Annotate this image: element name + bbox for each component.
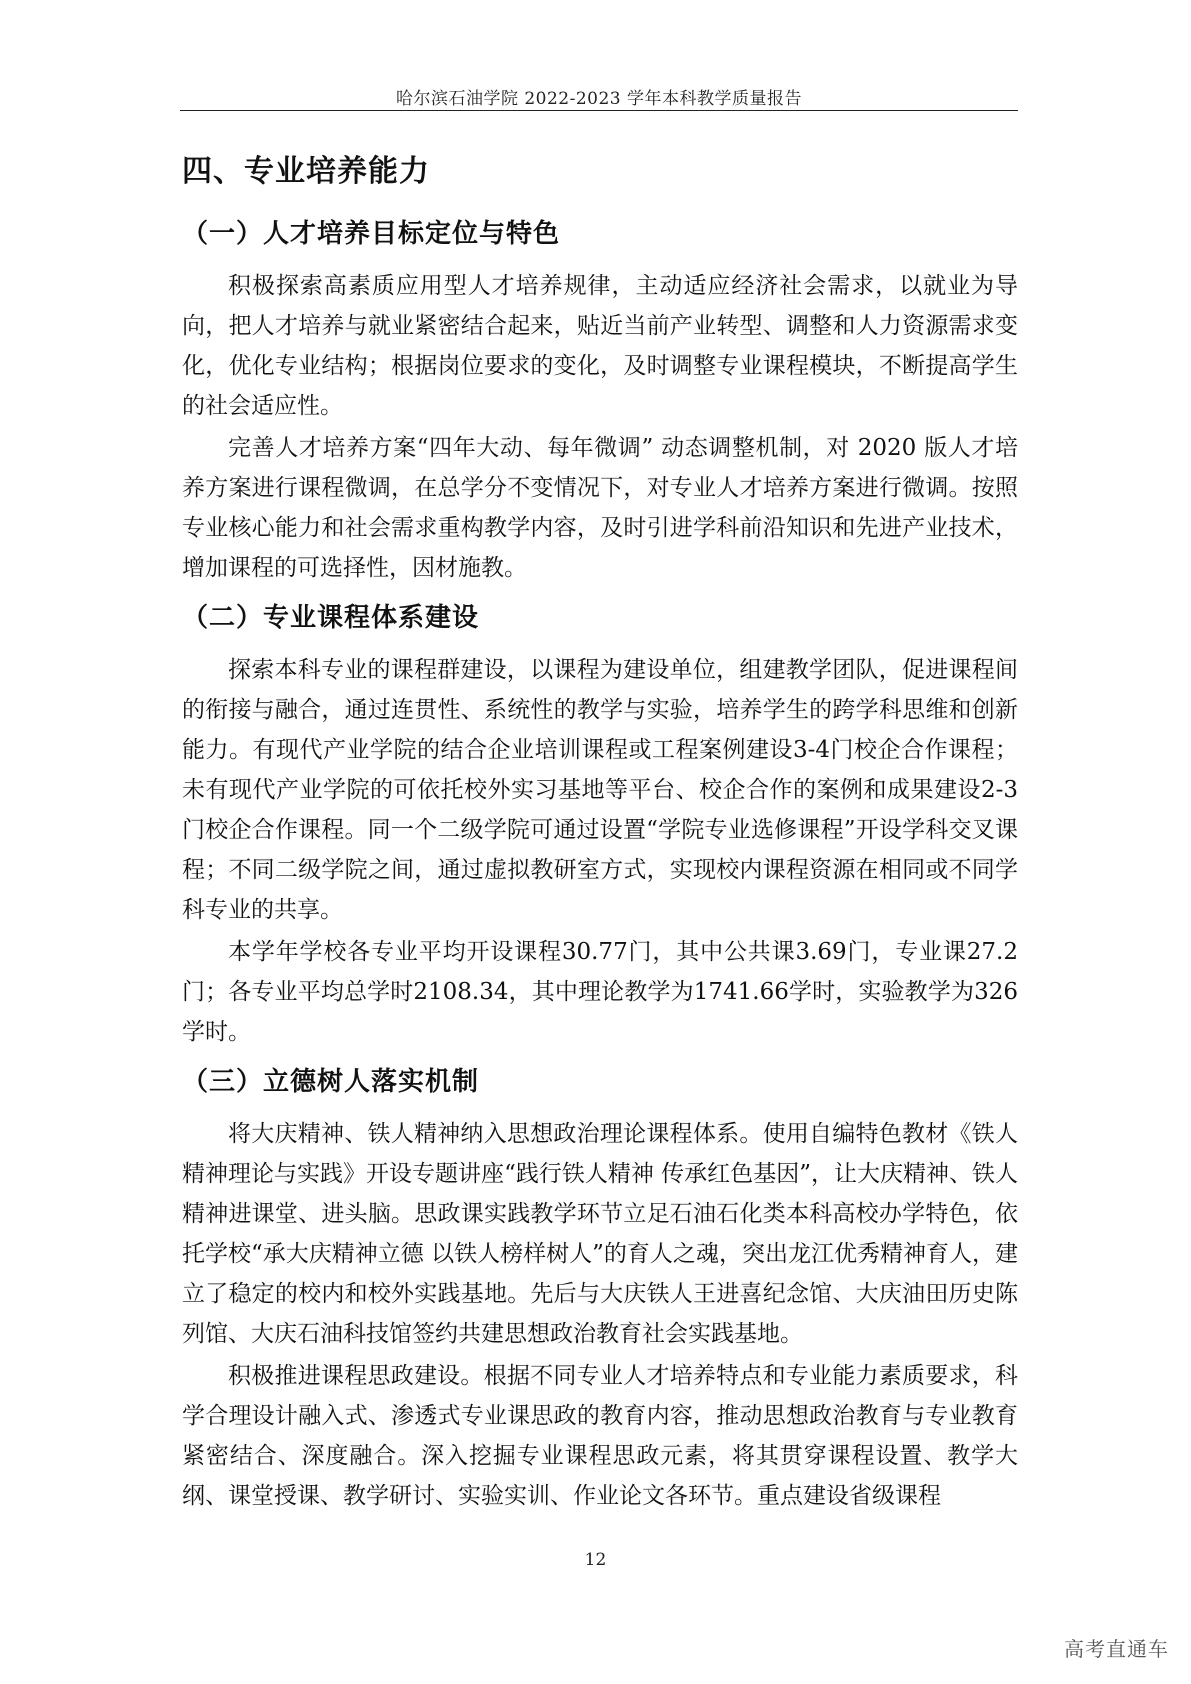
paragraph: 积极推进课程思政建设。根据不同专业人才培养特点和专业能力素质要求，科学合理设计融入式、渗透式专业课思政的教育内容，推动思想政治教育与专业教育紧密结合、深度融合。深入挖掘专业课程思政元素，将其贯穿课程设置、教学大纲、课堂授课、教学研讨、实验实训、作业论文各环节。重点建设省级课程 [182,1363,1018,1509]
running-header: 哈尔滨石油学院 2022-2023 学年本科教学质量报告 [395,89,803,109]
paragraph: 积极探索高素质应用型人才培养规律，主动适应经济社会需求，以就业为导向，把人才培养与就业紧密结合起来，贴近当前产业转型、调整和人力资源需求变化，优化专业结构；根据岗位要求的变化，及时调整专业课程模块，不断提高学生的社会适应性。 [182,273,1018,419]
watermark-text: 高考直通车 [1064,1637,1169,1661]
page-content [182,152,1018,1518]
subsection-title: （一）人才培养目标定位与特色 [182,219,561,249]
page-number: 12 [584,1550,607,1570]
subsection-title: （三）立德树人落实机制 [182,1067,480,1097]
paragraph: 将大庆精神、铁人精神纳入思想政治理论课程体系。使用自编特色教材《铁人精神理论与实践》开设专题讲座“践行铁人精神 传承红色基因”，让大庆精神、铁人精神进课堂、进头脑。思政课实践教学环节立足石油石化类本科高校办学特色，依托学校“承大庆精神立德 以铁人榜样树人”的育人之魂，突出龙江优秀精神育人，建立了稳定的校内和校外实践基地。先后与大庆铁人王进喜纪念馆、大庆油田历史陈列馆、大庆石油科技馆签约共建思想政治教育社会实践基地。 [182,1121,1018,1347]
paragraph: 完善人才培养方案“四年大动、每年微调” 动态调整机制，对 2020 版人才培养方案进行课程微调，在总学分不变情况下，对专业人才培养方案进行微调。按照专业核心能力和社会需求重构教学内容，及时引进学科前沿知识和先进产业技术，增加课程的可选择性，因材施教。 [182,435,1018,581]
section-title: 四、专业培养能力 [182,154,430,189]
header-divider [180,110,1018,111]
paragraph: 探索本科专业的课程群建设，以课程为建设单位，组建教学团队，促进课程间的衔接与融合，通过连贯性、系统性的教学与实验，培养学生的跨学科思维和创新能力。有现代产业学院的结合企业培训课程或工程案例建设3-4门校企合作课程；未有现代产业学院的可依托校外实习基地等平台、校企合作的案例和成果建设2-3门校企合作课程。同一个二级学院可通过设置“学院专业选修课程”开设学科交叉课程；不同二级学院之间，通过虚拟教研室方式，实现校内课程资源在相同或不同学科专业的共享。 [182,657,1018,923]
subsection-title: （二）专业课程体系建设 [182,603,480,633]
subsection-3 [182,1062,1018,1516]
subsection-1 [182,214,1018,588]
subsection-2 [182,598,1018,1052]
paragraph: 本学年学校各专业平均开设课程30.77门，其中公共课3.69门，专业课27.2门；各专业平均总学时2108.34，其中理论教学为1741.66学时，实验教学为326学时。 [182,939,1018,1045]
